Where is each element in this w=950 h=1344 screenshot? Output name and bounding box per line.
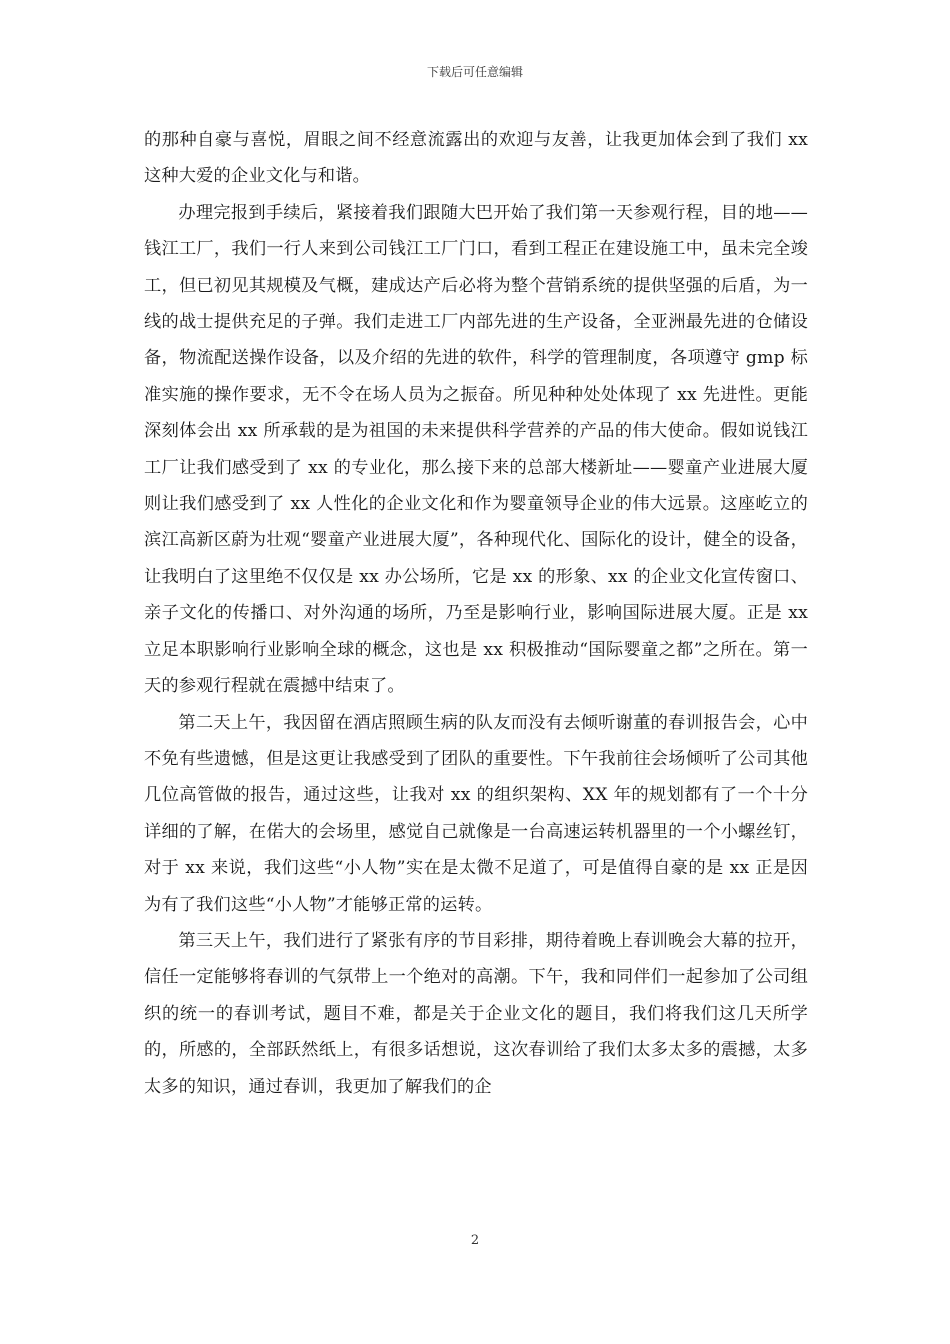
page-number: 2 (470, 1233, 480, 1248)
paragraph-2: 办理完报到手续后，紧接着我们跟随大巴开始了我们第一天参观行程，目的地——钱江工厂，我们一行人来到公司钱江工厂门口，看到工程正在建设施工中，虽未完全竣工，但已初见其规模及气概，建成达产后必将为整个营销系统的提供坚强的后盾，为一线的战士提供充足的子弹。我们走进工厂内部先进的生产设备，全亚洲最先进的仓储设备，物流配送操作设备，以及介绍的先进的软件，科学的管理制度，各项遵守 gmp 标准实施的操作要求，无不令在场人员为之振奋。所见种种处处体现了 xx 先进性。更能深刻体会出 xx 所承载的是为祖国的未来提供科学营养的产品的伟大使命。假如说钱江工厂让我们感受到了 xx 的专业化，那么接下来的总部大楼新址——婴童产业进展大厦则让我们感受到了 xx 人性化的企业文化和作为婴童领导企业的伟大远景。这座屹立的滨江高新区蔚为壮观“婴童产业进展大厦”，各种现代化、国际化的设计，健全的设备，让我明白了这里绝不仅仅是 xx 办公场所，它是 xx 的形象、xx 的企业文化宣传窗口、亲子文化的传播口、对外沟通的场所，乃至是影响行业，影响国际进展大厦。正是 xx 立足本职影响行业影响全球的概念，这也是 xx 积极推动“国际婴童之都”之所在。第一天的参观行程就在震撼中结束了。 (144, 202, 808, 697)
page-header: 下载后可任意编辑 (426, 65, 523, 79)
paragraph-4: 第三天上午，我们进行了紧张有序的节目彩排，期待着晚上春训晚会大幕的拉开，信任一定能够将春训的气氛带上一个绝对的高潮。下午，我和同伴们一起参加了公司组织的统一的春训考试，题目不难，都是关于企业文化的题目，我们将我们这几天所学的，所感的，全部跃然纸上，有很多话想说，这次春训给了我们太多太多的震撼，太多太多的知识，通过春训，我更加了解我们的企 (144, 930, 808, 1097)
paragraph-3: 第二天上午，我因留在酒店照顾生病的队友而没有去倾听谢董的春训报告会，心中不免有些遗憾，但是这更让我感受到了团队的重要性。下午我前往会场倾听了公司其他几位高管做的报告，通过这些，让我对 xx 的组织架构、XX 年的规划都有了一个十分详细的了解，在偌大的会场里，感觉自己就像是一台高速运转机器里的一个小螺丝钉，对于 xx 来说，我们这些“小人物”实在是太微不足道了，可是值得自豪的是 xx 正是因为有了我们这些“小人物”才能够正常的运转。 (144, 712, 808, 915)
paragraph-1: 的那种自豪与喜悦，眉眼之间不经意流露出的欢迎与友善，让我更加体会到了我们 xx 这种大爱的企业文化与和谐。 (144, 130, 808, 187)
document-body (144, 122, 808, 1105)
